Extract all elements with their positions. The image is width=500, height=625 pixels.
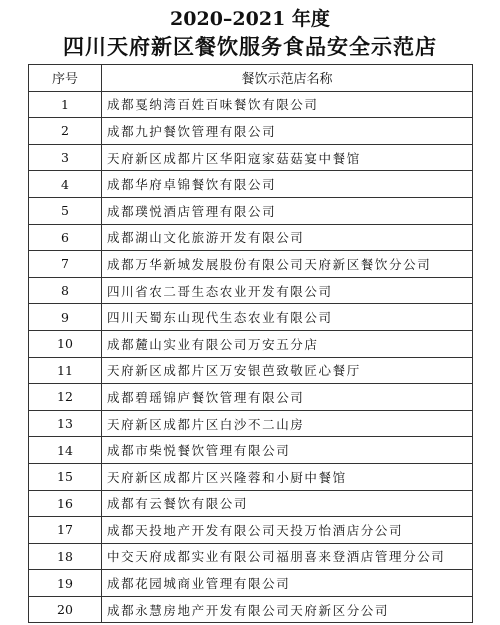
- table-row: [29, 91, 473, 118]
- row-number: 17: [29, 517, 102, 544]
- row-number: 18: [29, 543, 102, 570]
- store-name: 成都碧瑶锦庐餐饮管理有限公司: [102, 384, 473, 411]
- store-name: 天府新区成都片区华阳寇家菇菇宴中餐馆: [102, 144, 473, 171]
- store-name: 成都璞悦酒店管理有限公司: [102, 197, 473, 224]
- table-row: [29, 171, 473, 198]
- table-row: [29, 197, 473, 224]
- table-row: [29, 304, 473, 331]
- table-row: [29, 490, 473, 517]
- row-number: 6: [29, 224, 102, 251]
- row-number: 7: [29, 251, 102, 278]
- row-number: 19: [29, 570, 102, 597]
- row-number: 20: [29, 596, 102, 623]
- row-number: 2: [29, 118, 102, 145]
- row-number: 12: [29, 384, 102, 411]
- store-name: 中交天府成都实业有限公司福朋喜来登酒店管理分公司: [102, 543, 473, 570]
- row-number: 11: [29, 357, 102, 384]
- table-row: [29, 384, 473, 411]
- row-number: 1: [29, 91, 102, 118]
- store-name: 天府新区成都片区兴隆蓉和小厨中餐馆: [102, 463, 473, 490]
- row-number: 5: [29, 197, 102, 224]
- table-row: [29, 410, 473, 437]
- store-name: 成都市柴悦餐饮管理有限公司: [102, 437, 473, 464]
- table-row: [29, 437, 473, 464]
- row-number: 9: [29, 304, 102, 331]
- store-name: 成都九护餐饮管理有限公司: [102, 118, 473, 145]
- row-number: 14: [29, 437, 102, 464]
- column-header-store-name: 餐饮示范店名称: [102, 65, 473, 92]
- table-row: [29, 570, 473, 597]
- store-name: 成都花园城商业管理有限公司: [102, 570, 473, 597]
- column-header-number: 序号: [29, 65, 102, 92]
- row-number: 10: [29, 330, 102, 357]
- document-title: 四川天府新区餐饮服务食品安全示范店: [63, 35, 437, 59]
- row-number: 3: [29, 144, 102, 171]
- row-number: 4: [29, 171, 102, 198]
- table-header-row: [29, 65, 473, 92]
- store-name: 天府新区成都片区万安银芭致敬匠心餐厅: [102, 357, 473, 384]
- row-number: 16: [29, 490, 102, 517]
- store-name: 四川省农二哥生态农业开发有限公司: [102, 277, 473, 304]
- row-number: 8: [29, 277, 102, 304]
- demo-store-table: [28, 64, 473, 623]
- store-name: 成都湖山文化旅游开发有限公司: [102, 224, 473, 251]
- table-row: [29, 330, 473, 357]
- table-row: [29, 251, 473, 278]
- store-name: 四川天蜀东山现代生态农业有限公司: [102, 304, 473, 331]
- store-name: 成都麓山实业有限公司万安五分店: [102, 330, 473, 357]
- store-name: 成都天投地产开发有限公司天投万怡酒店分公司: [102, 517, 473, 544]
- store-name: 成都戛纳湾百姓百味餐饮有限公司: [102, 91, 473, 118]
- table-row: [29, 357, 473, 384]
- table-row: [29, 144, 473, 171]
- store-name: 成都永慧房地产开发有限公司天府新区分公司: [102, 596, 473, 623]
- table-row: [29, 463, 473, 490]
- store-name: 成都华府卓锦餐饮有限公司: [102, 171, 473, 198]
- store-name: 成都万华新城发展股份有限公司天府新区餐饮分公司: [102, 251, 473, 278]
- table-row: [29, 224, 473, 251]
- document-title-year: 2020–2021 年度: [170, 8, 330, 30]
- table-row: [29, 596, 473, 623]
- table-row: [29, 517, 473, 544]
- table-row: [29, 543, 473, 570]
- row-number: 15: [29, 463, 102, 490]
- row-number: 13: [29, 410, 102, 437]
- table-row: [29, 277, 473, 304]
- table-row: [29, 118, 473, 145]
- store-name: 天府新区成都片区白沙不二山房: [102, 410, 473, 437]
- store-name: 成都有云餐饮有限公司: [102, 490, 473, 517]
